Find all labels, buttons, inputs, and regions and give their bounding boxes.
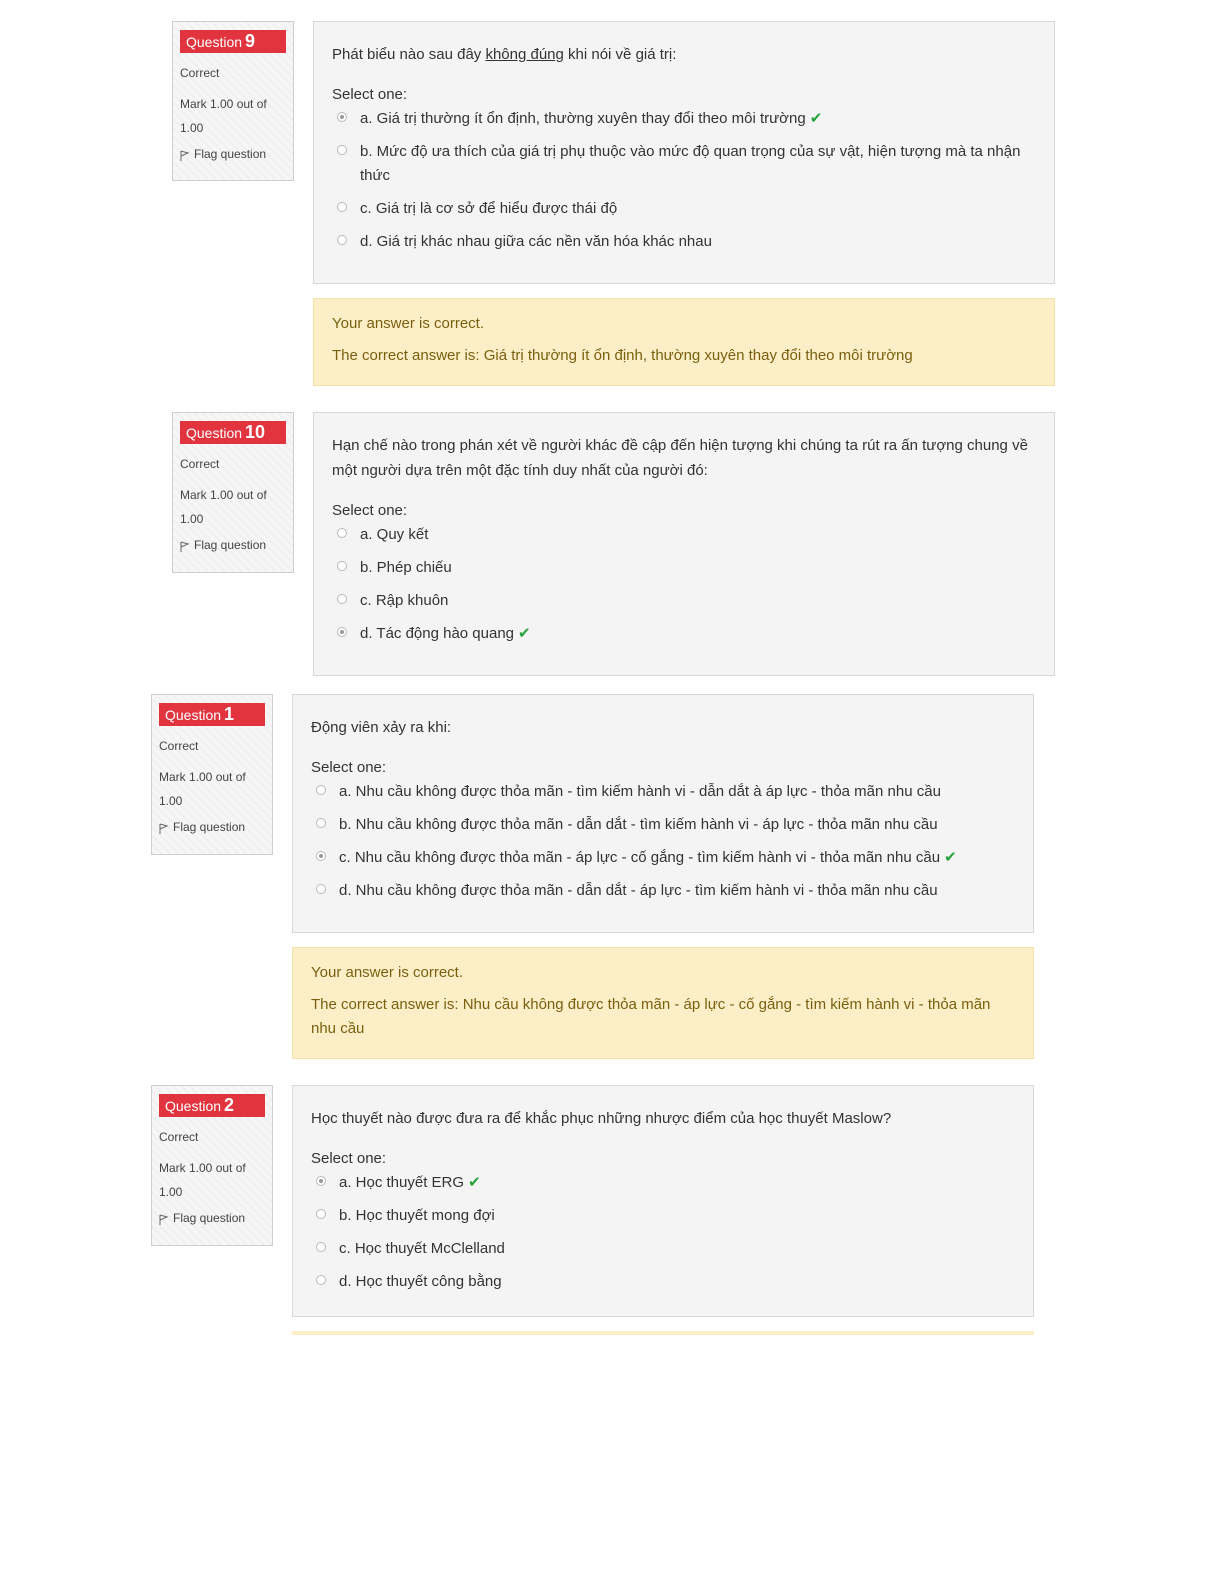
flag-icon [159, 1214, 169, 1226]
radio-button[interactable] [337, 627, 347, 637]
question-info [151, 1085, 273, 1246]
radio-button[interactable] [337, 594, 347, 604]
question-content [313, 21, 1055, 284]
question-info [151, 694, 273, 855]
question-number: 2 [224, 1095, 235, 1115]
answer-feedback [313, 298, 1055, 386]
feedback-text: Your answer is correct. [332, 315, 485, 332]
radio-button[interactable] [316, 1275, 326, 1285]
answer-option-b[interactable] [332, 556, 1036, 580]
answer-option-a[interactable] [332, 523, 1036, 547]
flag-icon [159, 823, 169, 835]
question-grade: Mark 1.00 out of 1.00 [159, 770, 246, 808]
question-info [172, 412, 294, 573]
answer-feedback [292, 947, 1034, 1059]
correct-answer-text: The correct answer is: Giá trị thường ít ổn định, thường xuyên thay đổi theo môi trường [332, 347, 913, 364]
question-state: Correct [159, 1130, 199, 1144]
select-one-prompt: Select one: [311, 1150, 387, 1167]
question-label: Question [186, 425, 243, 441]
question-info [172, 21, 294, 181]
radio-button[interactable] [316, 851, 326, 861]
answer-label: c. Học thuyết McClelland [339, 1240, 505, 1257]
answer-label: c. Giá trị là cơ sở để hiểu được thái độ [360, 200, 618, 217]
question-content [313, 412, 1055, 676]
answer-option-c[interactable] [311, 846, 1015, 870]
flag-question-link[interactable] [180, 146, 286, 162]
flag-question-link[interactable] [159, 1210, 265, 1226]
question-number: 10 [245, 422, 266, 442]
question-number: 9 [245, 31, 256, 51]
answer-option-d[interactable] [311, 1270, 1015, 1294]
question-state: Correct [159, 739, 199, 753]
correct-answer-text: The correct answer is: Nhu cầu không được thỏa mãn - áp lực - cố gắng - tìm kiếm hành vi - thỏa mãn nhu cầu [311, 996, 991, 1037]
flag-question-link[interactable] [159, 819, 265, 835]
question-grade: Mark 1.00 out of 1.00 [180, 97, 267, 135]
answer-option-d[interactable] [332, 230, 1036, 254]
question-text [332, 42, 1036, 67]
answer-option-b[interactable] [311, 1204, 1015, 1228]
answer-label: c. Rập khuôn [360, 592, 449, 609]
question-label: Question [165, 707, 222, 723]
feedback-text: Your answer is correct. [311, 964, 464, 981]
flag-question-link[interactable] [180, 537, 286, 553]
select-one-prompt: Select one: [332, 86, 408, 103]
question-label: Question [165, 1098, 222, 1114]
answer-option-c[interactable] [332, 197, 1036, 221]
flag-icon [180, 150, 190, 162]
question-text-part: Phát biểu nào sau đây [332, 46, 486, 63]
radio-button[interactable] [337, 561, 347, 571]
answer-label: a. Nhu cầu không được thỏa mãn - tìm kiếm hành vi - dẫn dắt à áp lực - thỏa mãn nhu cầu [339, 783, 941, 800]
answer-label: d. Nhu cầu không được thỏa mãn - dẫn dắt - áp lực - tìm kiếm hành vi - thỏa mãn nhu cầu [339, 882, 938, 899]
question-number-badge [180, 421, 286, 444]
answer-label: a. Giá trị thường ít ổn định, thường xuyên thay đổi theo môi trường [360, 110, 806, 127]
answer-option-d[interactable] [332, 622, 1036, 646]
question-text: Động viên xảy ra khi: [311, 719, 452, 736]
flag-icon [180, 541, 190, 553]
select-one-prompt: Select one: [332, 502, 408, 519]
question-grade: Mark 1.00 out of 1.00 [180, 488, 267, 526]
answer-label: d. Giá trị khác nhau giữa các nền văn hóa khác nhau [360, 233, 712, 250]
answer-feedback-edge [292, 1331, 1034, 1335]
radio-button[interactable] [337, 202, 347, 212]
question-number-badge [159, 703, 265, 726]
question-number-badge [159, 1094, 265, 1117]
answer-label: b. Nhu cầu không được thỏa mãn - dẫn dắt - tìm kiếm hành vi - áp lực - thỏa mãn nhu cầu [339, 816, 938, 833]
answer-label: c. Nhu cầu không được thỏa mãn - áp lực - cố gắng - tìm kiếm hành vi - thỏa mãn nhu cầu [339, 849, 941, 866]
answer-option-a[interactable] [311, 780, 1015, 804]
question-content [292, 1085, 1034, 1317]
select-one-prompt: Select one: [311, 759, 387, 776]
answer-option-b[interactable] [311, 813, 1015, 837]
radio-button[interactable] [337, 112, 347, 122]
answer-option-a[interactable] [311, 1171, 1015, 1195]
flag-question-label: Flag question [194, 147, 267, 161]
check-icon: ✔ [468, 1174, 481, 1191]
radio-button[interactable] [337, 528, 347, 538]
question-text-part: khi nói về giá trị: [563, 46, 677, 63]
radio-button[interactable] [316, 1209, 326, 1219]
flag-question-label: Flag question [173, 1211, 246, 1225]
radio-button[interactable] [337, 145, 347, 155]
question-grade: Mark 1.00 out of 1.00 [159, 1161, 246, 1199]
question-number-badge [180, 30, 286, 53]
answer-option-a[interactable] [332, 107, 1036, 131]
answer-option-c[interactable] [311, 1237, 1015, 1261]
radio-button[interactable] [316, 818, 326, 828]
answer-option-b[interactable] [332, 140, 1036, 188]
question-content [292, 694, 1034, 933]
question-text: Học thuyết nào được đưa ra để khắc phục những nhược điểm của học thuyết Maslow? [311, 1110, 892, 1127]
answer-label: b. Mức độ ưa thích của giá trị phụ thuộc vào mức độ quan trọng của sự vật, hiện tượng mà ta nhận thức [360, 143, 1021, 184]
radio-button[interactable] [316, 785, 326, 795]
question-label: Question [186, 34, 243, 50]
radio-button[interactable] [337, 235, 347, 245]
answer-option-d[interactable] [311, 879, 1015, 903]
radio-button[interactable] [316, 1242, 326, 1252]
question-state: Correct [180, 457, 220, 471]
check-icon: ✔ [518, 625, 531, 642]
question-number: 1 [224, 704, 235, 724]
question-text: Hạn chế nào trong phán xét về người khác đề cập đến hiện tượng khi chúng ta rút ra ấn tượng chung về một người dựa trên một đặc tính duy nhất của người đó: [332, 437, 1028, 479]
answer-label: d. Tác động hào quang [360, 625, 515, 642]
answer-label: d. Học thuyết công bằng [339, 1273, 502, 1290]
answer-label: a. Học thuyết ERG [339, 1174, 465, 1191]
question-text-emphasis: không đúng [485, 46, 564, 63]
answer-label: a. Quy kết [360, 526, 429, 543]
answer-label: b. Phép chiếu [360, 559, 452, 576]
check-icon: ✔ [944, 849, 957, 866]
radio-button[interactable] [316, 1176, 326, 1186]
radio-button[interactable] [316, 884, 326, 894]
question-state: Correct [180, 66, 220, 80]
flag-question-label: Flag question [173, 820, 246, 834]
answer-option-c[interactable] [332, 589, 1036, 613]
check-icon: ✔ [809, 110, 823, 127]
flag-question-label: Flag question [194, 538, 267, 552]
answer-label: b. Học thuyết mong đợi [339, 1207, 495, 1224]
